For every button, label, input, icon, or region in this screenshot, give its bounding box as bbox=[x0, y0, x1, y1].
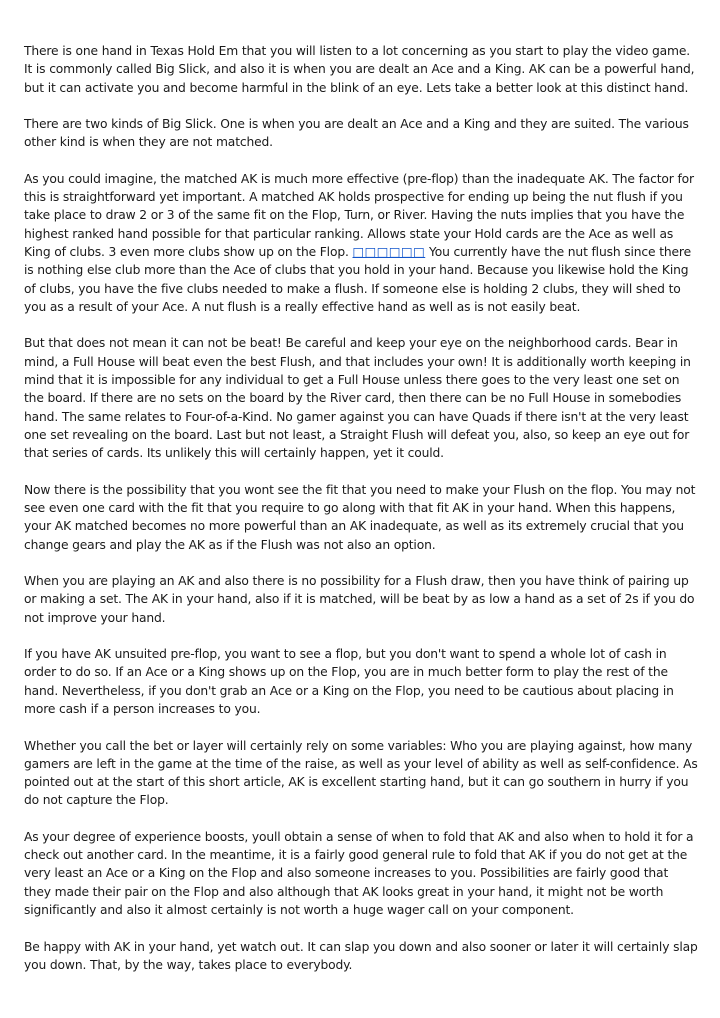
paragraph-unsuited-preflop: If you have AK unsuited pre-flop, you want to see a flop, but you don't want to spend a whole lot of cash in order to do so. If an Ace or a King shows up on the Flop, you are in much better form to play the rest of the hand. Nevertheless, if you don't grab an Ace or a King on the Flop, you need to be cautious about placing in more cash if a person increases to you. bbox=[24, 647, 674, 717]
paragraph-two-kinds: There are two kinds of Big Slick. One is when you are dealt an Ace and a King and they are suited. The various other kind is when they are not matched. bbox=[24, 117, 689, 150]
paragraph-matched-ak bbox=[24, 170, 698, 316]
paragraph-can-be-beat: But that does not mean it can not be beat! Be careful and keep your eye on the neighborhood cards. Bear in mind, a Full House will beat even the best Flush, and that includes your own! It is additionally worth keeping in mind that it is impossible for any individual to get a Full House unless there goes to the very least one set on the board. If there are no sets on the board by the River card, then there can be no Full House in somebodies hand. The same relates to Four-of-a-Kind. No gamer against you can have Quads if there isn't at the very least one set revealing on the board. Last but not least, a Straight Flush will defeat you, also, so keep an eye out for that series of cards. Its unlikely this will certainly happen, yet it could. bbox=[24, 336, 691, 461]
paragraph-matched-ak-text-after: You currently have the nut flush since there is nothing else club more than the Ace of clubs that you hold in your hand. Because you likewise hold the King of clubs, you have the five clubs needed to make a flush. If someone else is holding 2 clubs, they will shed to you as a result of your Ace. A nut flush is a really effective hand as well as is not easily beat. bbox=[24, 245, 691, 314]
paragraph-closing: Be happy with AK in your hand, yet watch out. It can slap you down and also sooner or later it will certainly slap you down. That, by the way, takes place to everybody. bbox=[24, 939, 698, 972]
paragraph-experience: As your degree of experience boosts, youll obtain a sense of when to fold that AK and also when to hold it for a check out another card. In the meantime, it is a fairly good general rule to fold that AK if you do not get at the very least an Ace or a King on the Flop and also someone increases to you. Possibilities are fairly good that they made their pair on the Flop and also although that AK looks great in your hand, it might not be worth significantly and also it almost certainly is not worth a huge wager call on your component. bbox=[24, 829, 694, 918]
paragraph-matched-ak-text-before: As you could imagine, the matched AK is much more effective (pre-flop) than the inadequate AK. The factor for this is straightforward yet important. A matched AK holds prospective for ending up being the nut flush if you take place to draw 2 or 3 of the same fit on the Flop, Turn, or River. Having the nuts implies that you have the highest ranked hand possible for that particular ranking. Allows state your Hold cards are the Ace as well as King of clubs. 3 even more clubs show up on the Flop. bbox=[24, 171, 694, 260]
paragraph-intro: There is one hand in Texas Hold Em that you will listen to a lot concerning as you start to play the video game. It is commonly called Big Slick, and also it is when you are dealt an Ace and a King. AK can be a powerful hand, but it can activate you and become harmful in the blink of an eye. Lets take a better look at this distinct hand. bbox=[24, 44, 695, 95]
paragraph-no-flush-fit: Now there is the possibility that you wont see the fit that you need to make your Flush on the flop. You may not see even one card with the fit that you require to go along with that fit AK in your hand. When this happens, your AK matched becomes no more powerful than an AK inadequate, as well as its extremely crucial that you change gears and play the AK as if the Flush was not also an option. bbox=[24, 482, 696, 552]
paragraph-call-or-fold: Whether you call the bet or layer will certainly rely on some variables: Who you are playing against, how many gamers are left in the game at the time of the raise, as well as your level of ability as well as self-confidence. As pointed out at the start of this short article, AK is excellent starting hand, but it can go southern in hurry if you do not capture the Flop. bbox=[24, 738, 698, 808]
paragraph-pairing-up: When you are playing an AK and also there is no possibility for a Flush draw, then you have think of pairing up or making a set. The AK in your hand, also if it is matched, will be beat by as low a hand as a set of 2s if you do not improve your hand. bbox=[24, 574, 695, 625]
inline-link[interactable]: □□□□□□ bbox=[352, 245, 426, 260]
